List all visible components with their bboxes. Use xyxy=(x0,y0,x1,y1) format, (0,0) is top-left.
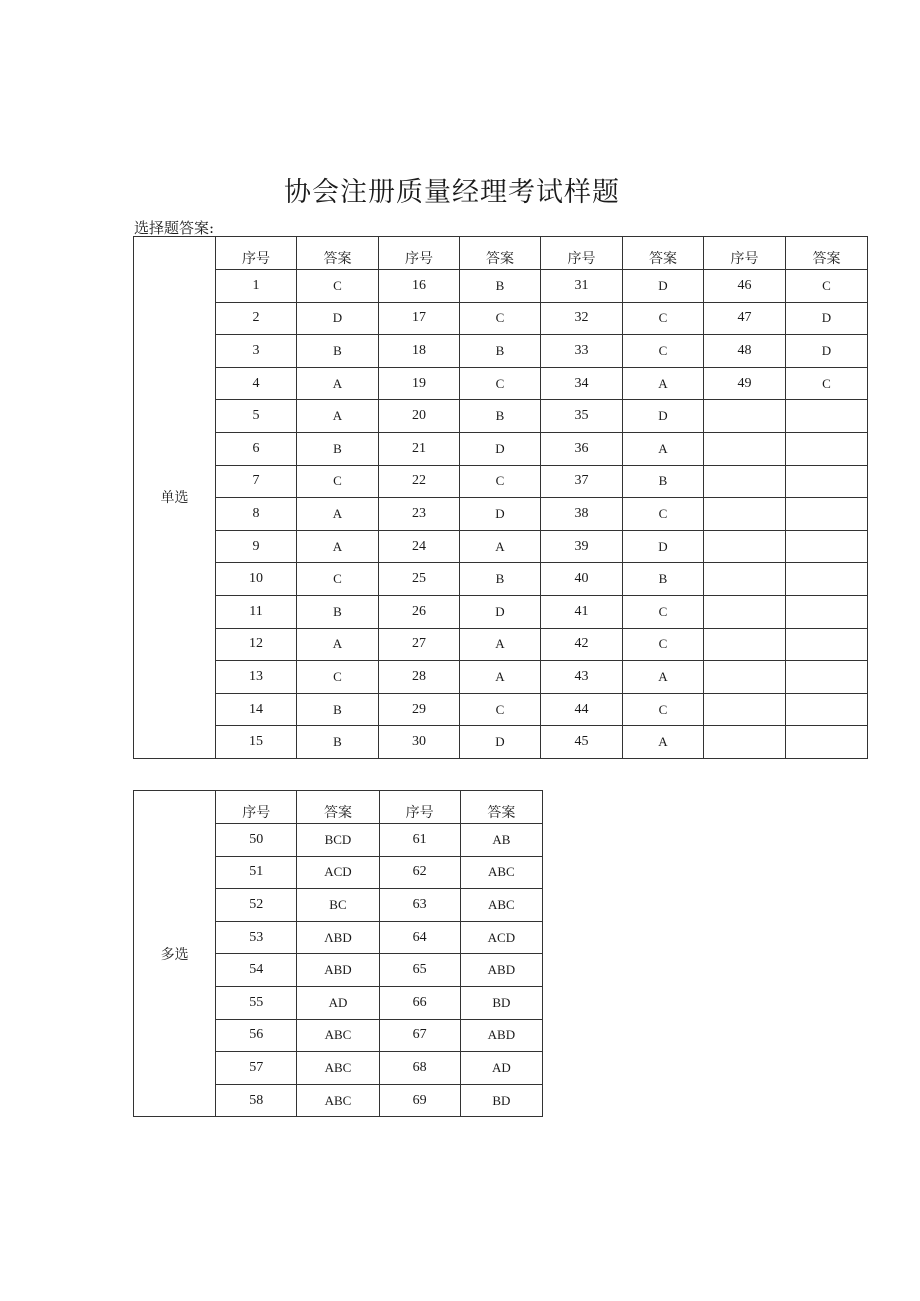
answer-cell: C xyxy=(460,302,541,335)
number-cell: 5 xyxy=(216,400,297,433)
column-header: 答案 xyxy=(297,791,379,824)
multi-choice-answer-table xyxy=(133,790,543,1117)
answer-cell xyxy=(786,432,868,465)
answer-cell: D xyxy=(460,726,541,759)
answer-cell: D xyxy=(623,400,704,433)
table-row xyxy=(134,400,868,433)
number-cell: 33 xyxy=(541,335,623,368)
number-cell: 34 xyxy=(541,367,623,400)
number-cell: 7 xyxy=(216,465,297,498)
number-cell: 42 xyxy=(541,628,623,661)
answer-cell: C xyxy=(623,498,704,531)
answer-cell: D xyxy=(623,530,704,563)
number-cell: 53 xyxy=(216,921,297,954)
table-row xyxy=(134,563,868,596)
number-cell: 43 xyxy=(541,661,623,694)
number-cell: 45 xyxy=(541,726,623,759)
table-row xyxy=(134,432,868,465)
number-cell: 46 xyxy=(704,270,786,303)
answer-cell: B xyxy=(623,563,704,596)
answer-cell: ABD xyxy=(460,954,542,987)
number-cell xyxy=(704,595,786,628)
number-cell: 8 xyxy=(216,498,297,531)
number-cell xyxy=(704,563,786,596)
section-subtitle: 选择题答案: xyxy=(134,219,215,237)
column-header: 序号 xyxy=(216,237,297,270)
answer-cell xyxy=(786,465,868,498)
number-cell xyxy=(704,661,786,694)
table-row xyxy=(134,498,868,531)
answer-cell: BD xyxy=(460,1084,542,1117)
single-choice-label: 单选 xyxy=(134,237,216,759)
number-cell: 36 xyxy=(541,432,623,465)
column-header: 序号 xyxy=(379,791,460,824)
answer-cell xyxy=(786,530,868,563)
answer-cell: BCD xyxy=(297,824,379,857)
answer-cell: BC xyxy=(297,889,379,922)
answer-cell: A xyxy=(460,661,541,694)
table-row xyxy=(134,465,868,498)
number-cell: 20 xyxy=(379,400,460,433)
answer-cell: C xyxy=(786,270,868,303)
header-row xyxy=(134,237,868,270)
answer-cell: C xyxy=(623,595,704,628)
table-row xyxy=(134,270,868,303)
number-cell: 61 xyxy=(379,824,460,857)
answer-cell: ABD xyxy=(297,954,379,987)
answer-cell xyxy=(786,595,868,628)
table-row xyxy=(134,595,868,628)
answer-cell: ABC xyxy=(297,1052,379,1085)
number-cell: 15 xyxy=(216,726,297,759)
answer-cell xyxy=(786,661,868,694)
column-header: 答案 xyxy=(623,237,704,270)
number-cell: 51 xyxy=(216,856,297,889)
number-cell: 22 xyxy=(379,465,460,498)
answer-cell: C xyxy=(623,628,704,661)
number-cell: 66 xyxy=(379,986,460,1019)
number-cell: 17 xyxy=(379,302,460,335)
answer-cell: ABD xyxy=(460,1019,542,1052)
number-cell: 37 xyxy=(541,465,623,498)
table-row xyxy=(134,628,868,661)
answer-cell: B xyxy=(297,726,379,759)
single-choice-answer-table xyxy=(133,236,868,759)
number-cell: 16 xyxy=(379,270,460,303)
answer-cell xyxy=(786,693,868,726)
answer-cell: B xyxy=(460,270,541,303)
page-title: 协会注册质量经理考试样题 xyxy=(284,177,620,208)
answer-cell: ABC xyxy=(460,856,542,889)
answer-cell: C xyxy=(297,661,379,694)
answer-cell: C xyxy=(460,693,541,726)
number-cell: 26 xyxy=(379,595,460,628)
number-cell: 19 xyxy=(379,367,460,400)
header-row xyxy=(134,791,543,824)
answer-cell: ACD xyxy=(460,921,542,954)
number-cell: 23 xyxy=(379,498,460,531)
number-cell: 57 xyxy=(216,1052,297,1085)
number-cell xyxy=(704,530,786,563)
column-header: 答案 xyxy=(460,791,542,824)
answer-cell: C xyxy=(297,270,379,303)
number-cell: 32 xyxy=(541,302,623,335)
answer-cell: A xyxy=(297,498,379,531)
answer-cell: B xyxy=(460,335,541,368)
number-cell: 54 xyxy=(216,954,297,987)
number-cell: 12 xyxy=(216,628,297,661)
answer-cell: C xyxy=(786,367,868,400)
answer-cell: C xyxy=(297,563,379,596)
number-cell: 24 xyxy=(379,530,460,563)
answer-cell: C xyxy=(623,335,704,368)
number-cell: 52 xyxy=(216,889,297,922)
number-cell: 67 xyxy=(379,1019,460,1052)
table-row xyxy=(134,335,868,368)
number-cell: 48 xyxy=(704,335,786,368)
answer-cell: C xyxy=(623,302,704,335)
column-header: 序号 xyxy=(379,237,460,270)
answer-cell xyxy=(786,628,868,661)
number-cell xyxy=(704,726,786,759)
number-cell: 64 xyxy=(379,921,460,954)
column-header: 序号 xyxy=(541,237,623,270)
answer-cell: C xyxy=(623,693,704,726)
answer-cell: AD xyxy=(297,986,379,1019)
number-cell: 10 xyxy=(216,563,297,596)
number-cell: 62 xyxy=(379,856,460,889)
answer-cell: A xyxy=(460,530,541,563)
answer-cell: D xyxy=(786,335,868,368)
answer-cell: A xyxy=(297,400,379,433)
number-cell: 47 xyxy=(704,302,786,335)
number-cell: 18 xyxy=(379,335,460,368)
answer-cell: B xyxy=(460,563,541,596)
answer-cell xyxy=(786,498,868,531)
answer-cell: D xyxy=(460,498,541,531)
answer-cell: ABC xyxy=(297,1084,379,1117)
number-cell: 11 xyxy=(216,595,297,628)
number-cell: 9 xyxy=(216,530,297,563)
number-cell: 27 xyxy=(379,628,460,661)
number-cell: 2 xyxy=(216,302,297,335)
number-cell: 21 xyxy=(379,432,460,465)
number-cell: 3 xyxy=(216,335,297,368)
number-cell xyxy=(704,432,786,465)
number-cell: 38 xyxy=(541,498,623,531)
answer-cell: AB xyxy=(460,824,542,857)
number-cell xyxy=(704,400,786,433)
answer-cell: C xyxy=(297,465,379,498)
table-row xyxy=(134,693,868,726)
table-row xyxy=(134,726,868,759)
number-cell: 50 xyxy=(216,824,297,857)
number-cell: 14 xyxy=(216,693,297,726)
answer-cell: A xyxy=(623,661,704,694)
multi-choice-label: 多选 xyxy=(134,791,216,1117)
answer-cell: A xyxy=(623,726,704,759)
number-cell: 58 xyxy=(216,1084,297,1117)
answer-cell: B xyxy=(297,693,379,726)
number-cell: 69 xyxy=(379,1084,460,1117)
answer-cell: ACD xyxy=(297,856,379,889)
answer-cell: B xyxy=(460,400,541,433)
answer-cell: A xyxy=(297,628,379,661)
number-cell: 68 xyxy=(379,1052,460,1085)
number-cell: 29 xyxy=(379,693,460,726)
number-cell: 56 xyxy=(216,1019,297,1052)
answer-cell xyxy=(786,726,868,759)
answer-cell: B xyxy=(297,335,379,368)
column-header: 答案 xyxy=(297,237,379,270)
answer-cell: B xyxy=(297,595,379,628)
number-cell: 63 xyxy=(379,889,460,922)
answer-cell: C xyxy=(460,367,541,400)
table-row xyxy=(134,302,868,335)
table-row xyxy=(134,661,868,694)
number-cell: 13 xyxy=(216,661,297,694)
answer-cell: ABC xyxy=(460,889,542,922)
table-row xyxy=(134,367,868,400)
answer-cell: B xyxy=(297,432,379,465)
answer-cell: ΛBD xyxy=(297,921,379,954)
answer-cell: AD xyxy=(460,1052,542,1085)
number-cell: 25 xyxy=(379,563,460,596)
answer-cell: D xyxy=(623,270,704,303)
column-header: 序号 xyxy=(216,791,297,824)
column-header: 答案 xyxy=(460,237,541,270)
answer-cell: BD xyxy=(460,986,542,1019)
column-header: 答案 xyxy=(786,237,868,270)
number-cell xyxy=(704,498,786,531)
answer-cell: C xyxy=(460,465,541,498)
number-cell xyxy=(704,693,786,726)
answer-cell: A xyxy=(297,367,379,400)
number-cell: 55 xyxy=(216,986,297,1019)
number-cell: 65 xyxy=(379,954,460,987)
number-cell: 30 xyxy=(379,726,460,759)
number-cell: 39 xyxy=(541,530,623,563)
answer-cell: ABC xyxy=(297,1019,379,1052)
number-cell: 6 xyxy=(216,432,297,465)
answer-cell: A xyxy=(623,432,704,465)
number-cell: 44 xyxy=(541,693,623,726)
answer-cell: A xyxy=(460,628,541,661)
answer-cell: D xyxy=(460,595,541,628)
number-cell: 41 xyxy=(541,595,623,628)
number-cell: 4 xyxy=(216,367,297,400)
number-cell: 35 xyxy=(541,400,623,433)
answer-cell: D xyxy=(460,432,541,465)
answer-cell xyxy=(786,400,868,433)
answer-cell: D xyxy=(786,302,868,335)
number-cell xyxy=(704,465,786,498)
answer-cell: B xyxy=(623,465,704,498)
answer-cell: D xyxy=(297,302,379,335)
number-cell: 31 xyxy=(541,270,623,303)
answer-cell xyxy=(786,563,868,596)
table-row xyxy=(134,530,868,563)
number-cell: 1 xyxy=(216,270,297,303)
number-cell: 49 xyxy=(704,367,786,400)
number-cell xyxy=(704,628,786,661)
answer-cell: A xyxy=(297,530,379,563)
column-header: 序号 xyxy=(704,237,786,270)
number-cell: 40 xyxy=(541,563,623,596)
answer-cell: A xyxy=(623,367,704,400)
number-cell: 28 xyxy=(379,661,460,694)
